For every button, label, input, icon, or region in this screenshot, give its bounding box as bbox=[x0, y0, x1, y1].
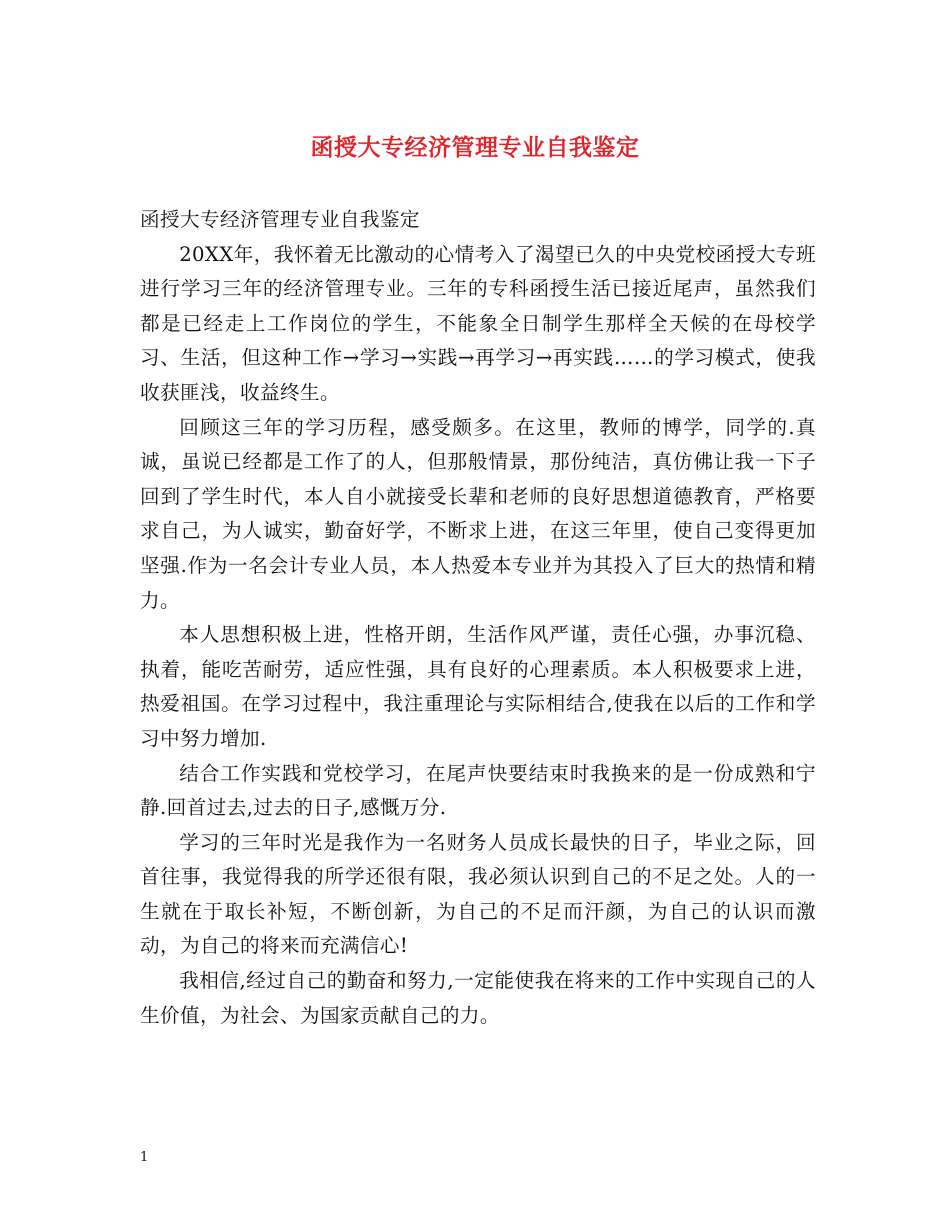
document-subtitle: 函授大专经济管理专业自我鉴定 bbox=[140, 208, 420, 231]
page-number: 1 bbox=[140, 1150, 149, 1165]
document-title: 函授大专经济管理专业自我鉴定 bbox=[310, 134, 640, 161]
paragraph-review: 回顾这三年的学习历程，感受颇多。在这里，教师的博学，同学的.真诚，虽说已经都是工作了的人，但那般情景，那份纯洁，真仿佛让我一下子回到了学生时代，本人自小就接受长辈和老师的良好思想道德教育，严格要求自己，为人诚实，勤奋好学，不断求上进，在这三年里，使自己变得更加坚强.作为一名会计专业人员，本人热爱本专业并为其投入了巨大的热情和精力。 bbox=[140, 415, 816, 612]
paragraph-conclusion: 我相信,经过自己的勤奋和努力,一定能使我在将来的工作中实现自己的人生价值，为社会、为国家贡献自己的力。 bbox=[140, 969, 816, 1027]
paragraph-enrollment: 20XX年，我怀着无比激动的心情考入了渴望已久的中央党校函授大专班进行学习三年的经济管理专业。三年的专科函授生活已接近尾声，虽然我们都是已经走上工作岗位的学生，不能象全日制学生那样全天候的在母校学习、生活，但这种工作→学习→实践→再学习→再实践……的学习模式，使我收获匪浅，收益终生。 bbox=[140, 242, 816, 404]
paragraph-character: 本人思想积极上进，性格开朗，生活作风严谨，责任心强，办事沉稳、执着，能吃苦耐劳，适应性强，具有良好的心理素质。本人积极要求上进，热爱祖国。在学习过程中，我注重理论与实际相结合,使我在以后的工作和学习中努力增加. bbox=[140, 623, 816, 750]
document-body bbox=[140, 203, 816, 1033]
paragraph-reflection: 学习的三年时光是我作为一名财务人员成长最快的日子，毕业之际，回首往事，我觉得我的所学还很有限，我必须认识到自己的不足之处。人的一生就在于取长补短，不断创新，为自己的不足而汗颜，为自己的认识而激动，为自己的将来而充满信心! bbox=[140, 830, 816, 958]
paragraph-practice: 结合工作实践和党校学习，在尾声快要结束时我换来的是一份成熟和宁静.回首过去,过去的日子,感慨万分. bbox=[140, 761, 816, 820]
